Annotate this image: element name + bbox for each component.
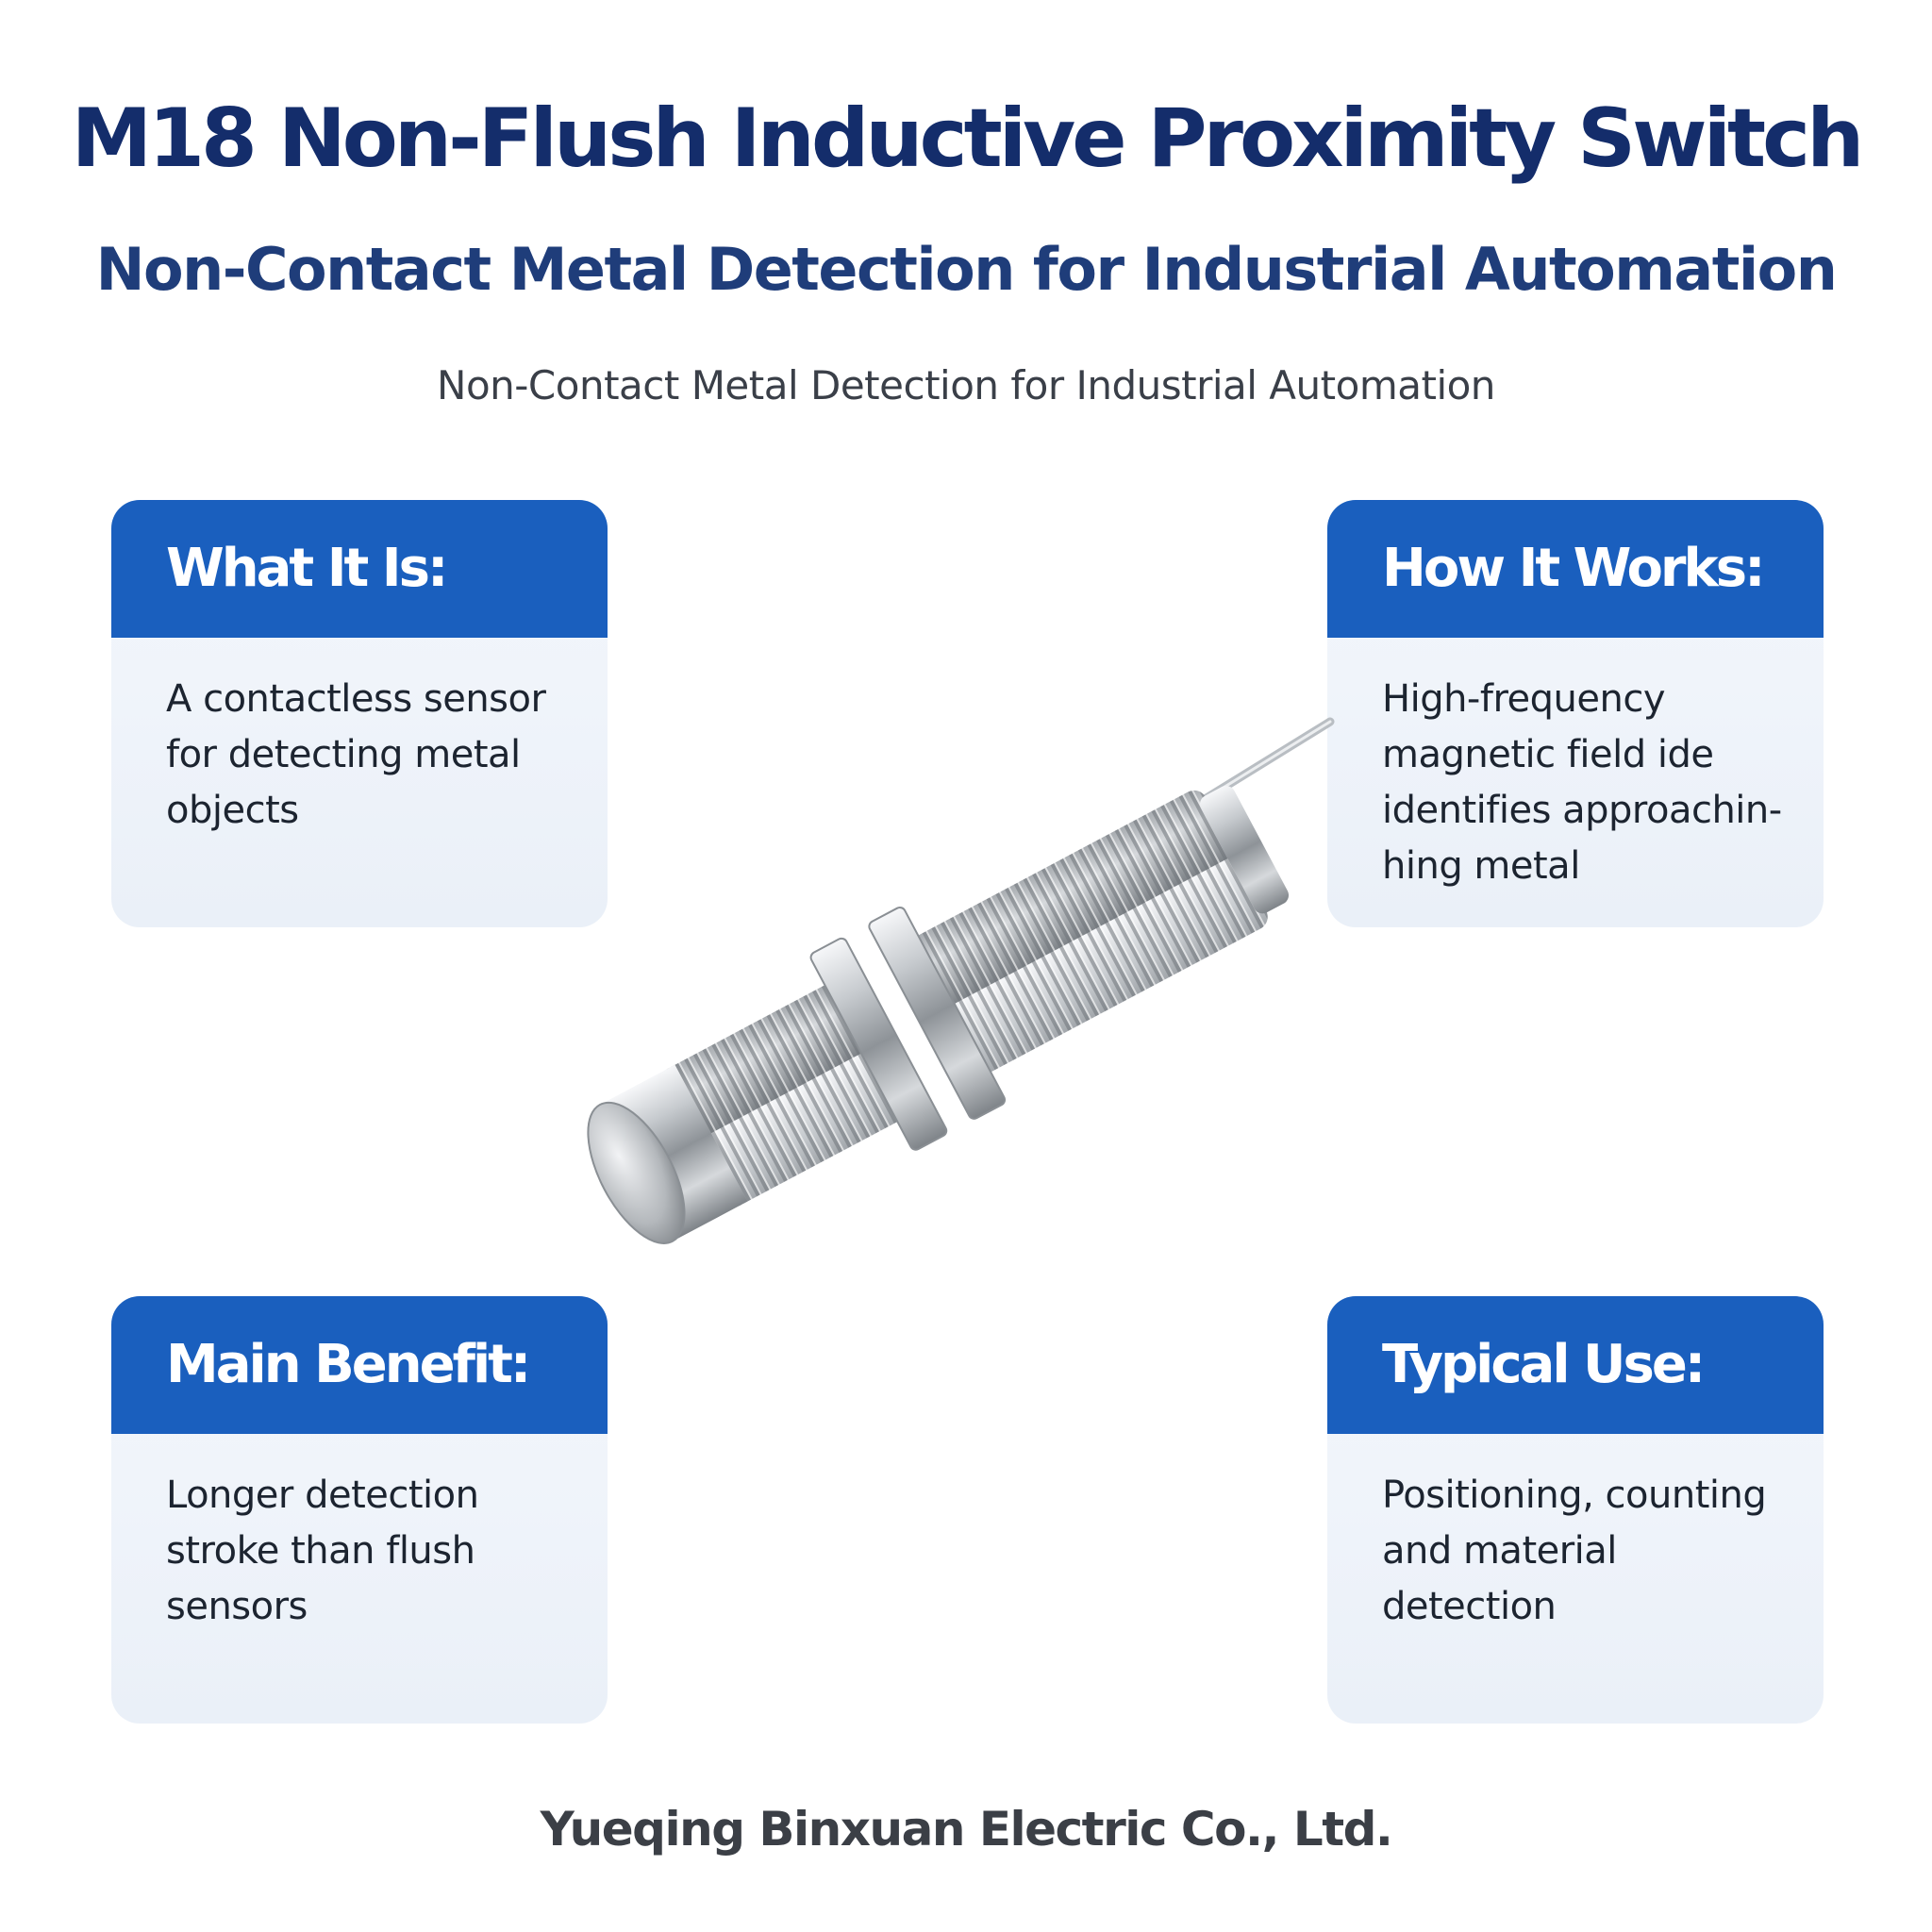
page-subtitle: Non-Contact Metal Detection for Industrial Automation: [95, 235, 1837, 304]
page-subtitle-repeat: Non-Contact Metal Detection for Industrial Automation: [437, 362, 1495, 408]
card-main-benefit-body: [111, 1434, 608, 1635]
card-line: objects: [166, 789, 299, 832]
card-what-it-is-header: [111, 500, 608, 638]
card-typical-use-header: [1327, 1296, 1824, 1434]
card-what-it-is-heading: What It Is:: [166, 538, 446, 599]
proximity-sensor-icon: [566, 698, 1340, 1311]
card-line: Longer detection: [166, 1474, 479, 1517]
card-how-it-works-heading: How It Works:: [1382, 538, 1763, 599]
card-main-benefit: [111, 1296, 608, 1724]
card-typical-use-heading: Typical Use:: [1382, 1334, 1704, 1395]
card-how-it-works-body: [1327, 638, 1824, 894]
company-name: Yueqing Binxuan Electric Co., Ltd.: [540, 1802, 1392, 1857]
card-what-it-is: [111, 500, 608, 927]
card-line: identifies approachin-: [1382, 789, 1782, 832]
card-line: High-frequency: [1382, 677, 1665, 721]
card-typical-use: [1327, 1296, 1824, 1724]
card-main-benefit-header: [111, 1296, 608, 1434]
card-what-it-is-body: [111, 638, 608, 839]
card-line: for detecting metal: [166, 733, 521, 776]
card-main-benefit-heading: Main Benefit:: [166, 1334, 529, 1395]
card-line: Positioning, counting: [1382, 1474, 1767, 1517]
card-line: sensors: [166, 1585, 308, 1628]
card-line: magnetic field ide: [1382, 733, 1714, 776]
card-line: stroke than flush: [166, 1529, 475, 1573]
card-how-it-works: [1327, 500, 1824, 927]
card-how-it-works-header: [1327, 500, 1824, 638]
card-line: hing metal: [1382, 844, 1580, 888]
page-title: M18 Non-Flush Inductive Proximity Switch: [71, 92, 1861, 186]
card-line: detection: [1382, 1585, 1557, 1628]
card-typical-use-body: [1327, 1434, 1824, 1635]
card-line: A contactless sensor: [166, 677, 546, 721]
card-line: and material: [1382, 1529, 1617, 1573]
